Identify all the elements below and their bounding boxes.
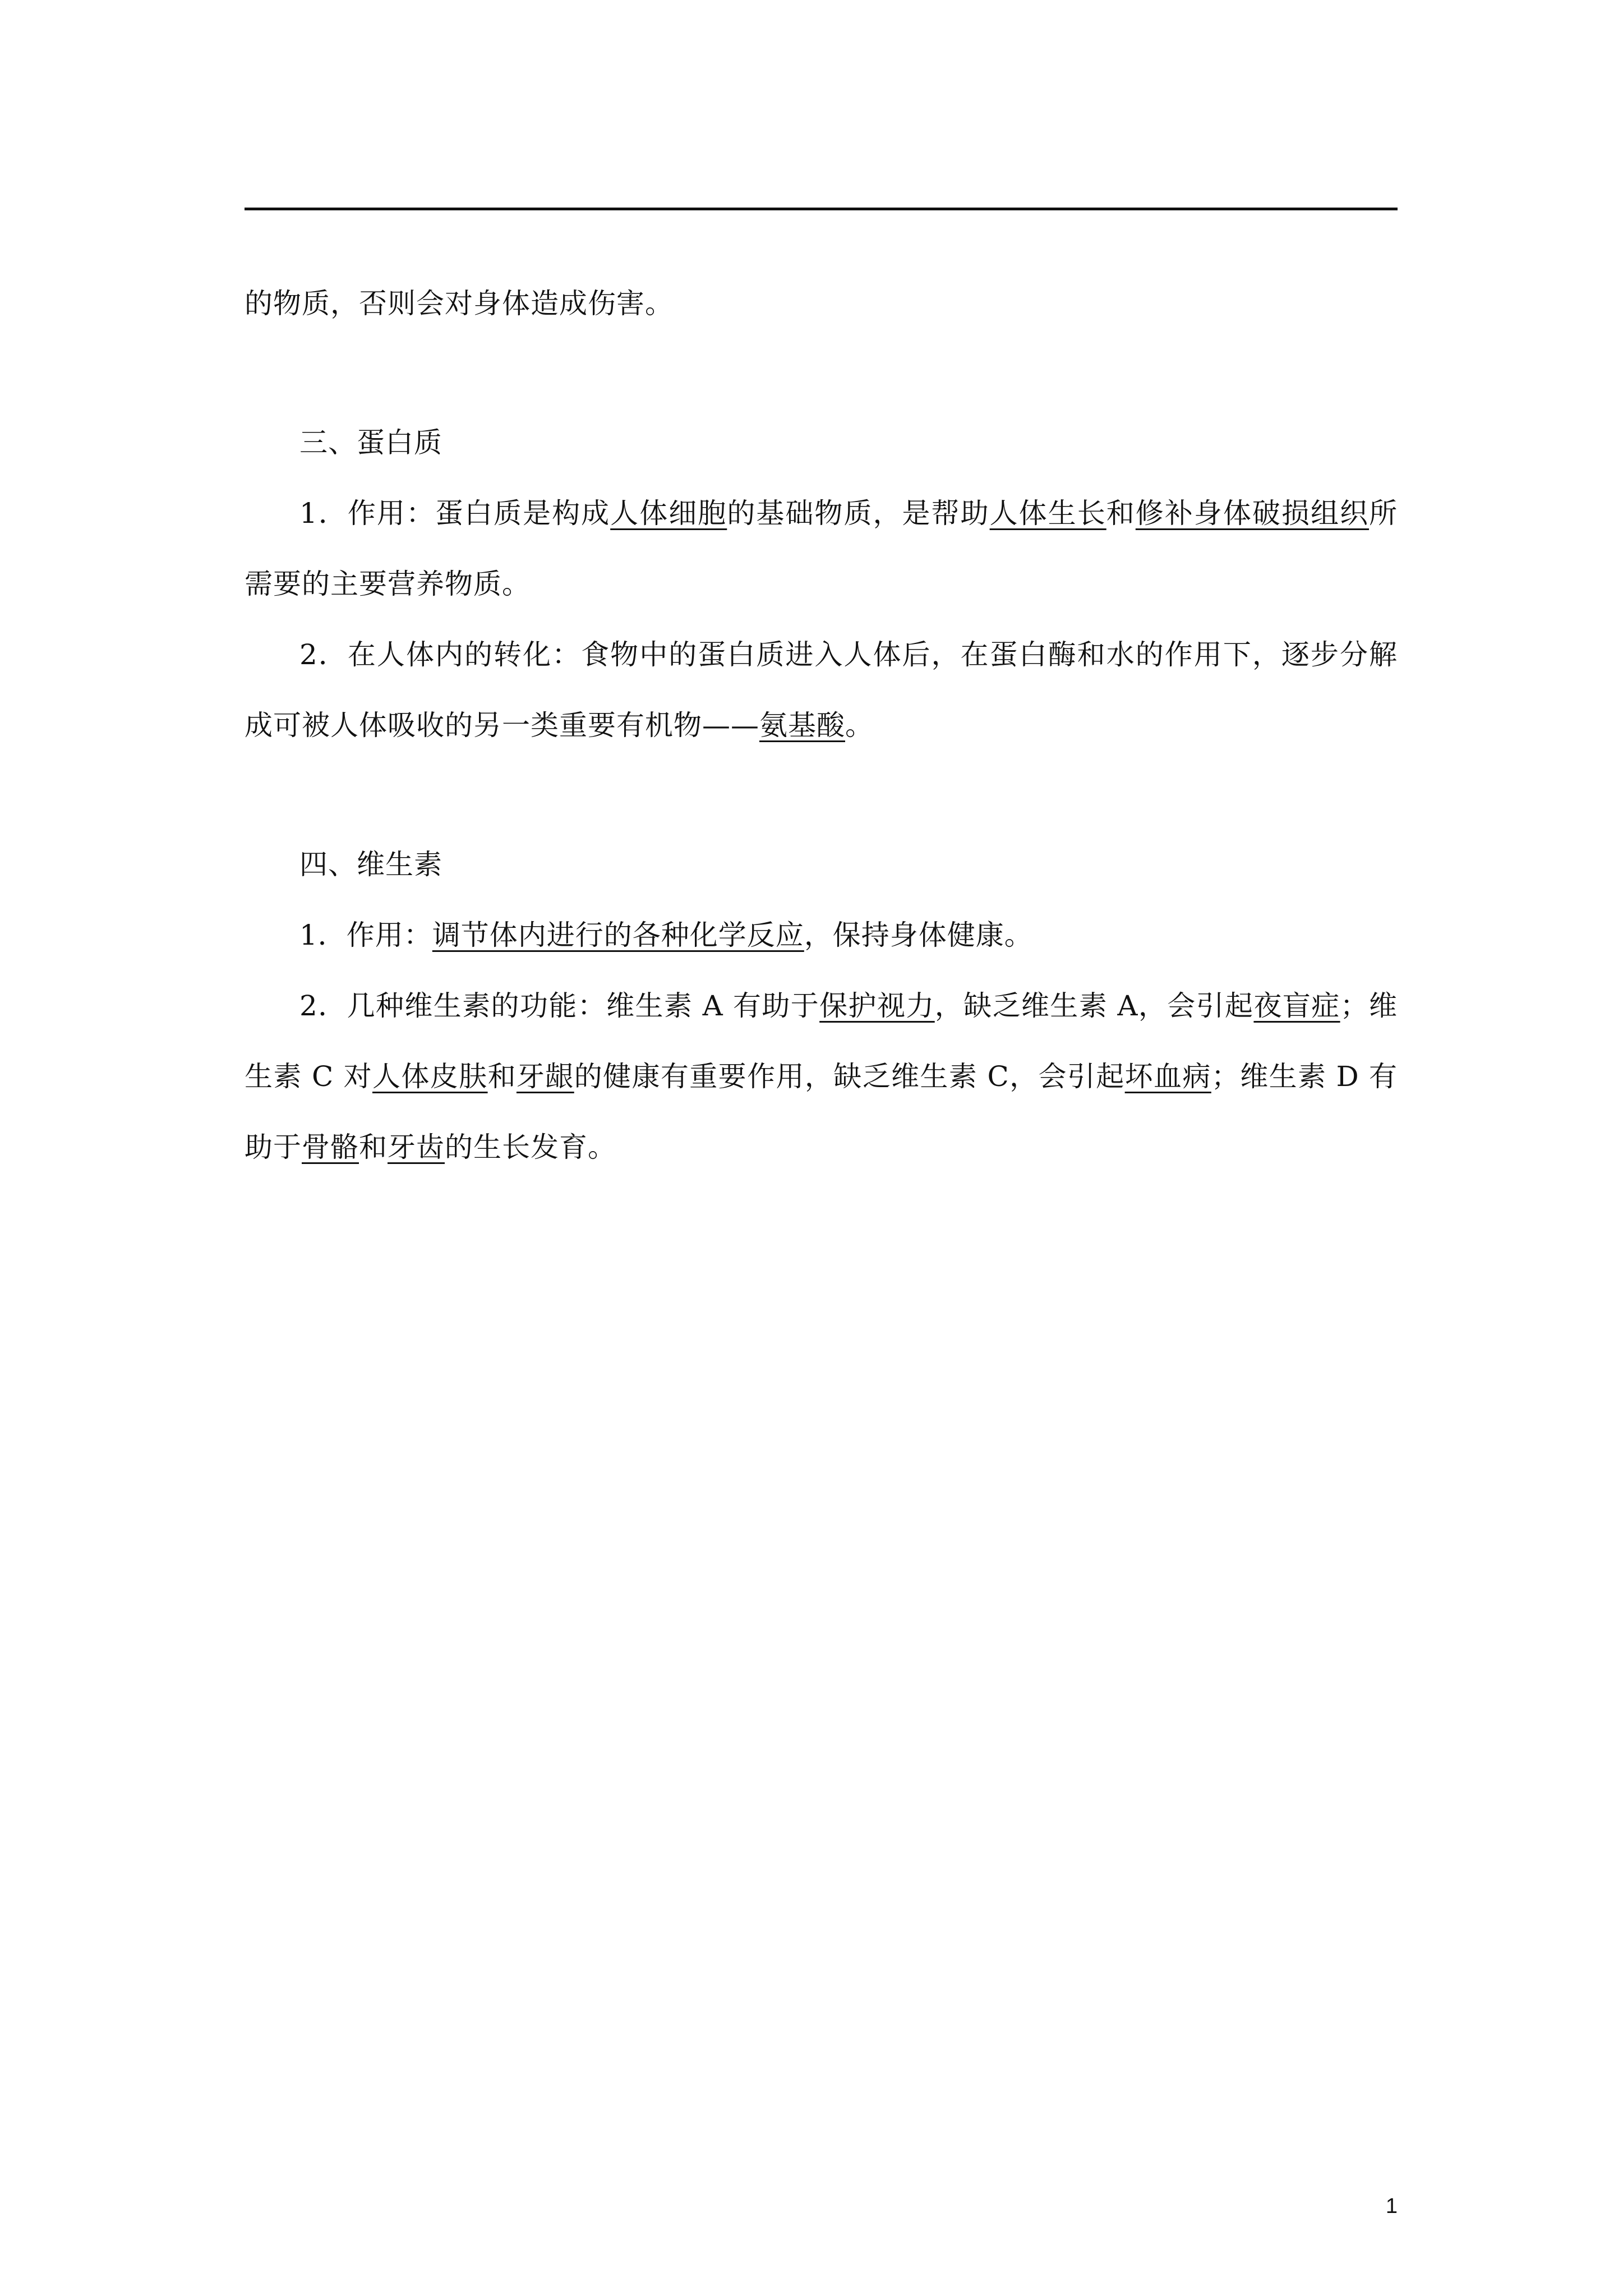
vitamin-p2-t6: ；维生素 D 有助于 xyxy=(245,1060,1398,1163)
intro-text: 的物质，否则会对身体造成伤害。 xyxy=(245,287,674,320)
vitamin-p2-t1: 2．几种维生素的功能：维生素 A 有助于 xyxy=(299,990,820,1022)
answer-bones: 骨骼 xyxy=(302,1131,359,1163)
answer-night-blindness: 夜盲症 xyxy=(1253,990,1340,1022)
section-heading-vitamin xyxy=(245,829,1398,900)
vitamin-p2-t2: ，缺乏维生素 A，会引起 xyxy=(934,990,1254,1022)
answer-scurvy: 坏血病 xyxy=(1124,1060,1211,1093)
answer-protect-vision: 保护视力 xyxy=(819,990,935,1022)
vitamin-p2-t7: 和 xyxy=(359,1131,388,1163)
intro-line xyxy=(245,268,1398,339)
header-rule xyxy=(245,208,1398,210)
protein-p2-suffix: 。 xyxy=(845,709,874,742)
answer-regulate-reactions: 调节体内进行的各种化学反应 xyxy=(432,919,804,951)
vitamin-types-paragraph xyxy=(245,970,1398,1182)
protein-function-paragraph xyxy=(245,478,1398,619)
vitamin-p2-t8: 的生长发育。 xyxy=(445,1131,616,1163)
answer-human-skin: 人体皮肤 xyxy=(372,1060,488,1093)
protein-p1-prefix: 1．作用：蛋白质是构成 xyxy=(299,497,611,530)
vitamin-p2-t3: ；维生素 C 对 xyxy=(245,990,1398,1093)
vitamin-p1-suffix: ，保持身体健康。 xyxy=(804,919,1033,951)
protein-p1-suffix: 所需要的主要营养物质。 xyxy=(245,497,1398,600)
protein-p2-prefix: 2．在人体内的转化：食物中的蛋白质进入人体后，在蛋白酶和水的作用下，逐步分解成可被人体吸收的另一类重要有机物—— xyxy=(245,638,1398,742)
protein-p1-mid1: 的基础物质，是帮助 xyxy=(727,497,990,530)
document-body xyxy=(245,268,1398,1182)
protein-p1-mid2: 和 xyxy=(1106,497,1136,530)
vitamin-p1-prefix: 1．作用： xyxy=(299,919,432,951)
section-heading-protein xyxy=(245,407,1398,478)
answer-teeth: 牙齿 xyxy=(388,1131,445,1163)
protein-conversion-paragraph xyxy=(245,619,1398,761)
answer-human-cells: 人体细胞 xyxy=(610,497,727,530)
vitamin-p2-t4: 和 xyxy=(487,1060,517,1093)
answer-amino-acids: 氨基酸 xyxy=(759,709,845,742)
vitamin-function-paragraph xyxy=(245,900,1398,970)
vitamin-p2-t5: 的健康有重要作用，缺乏维生素 C，会引起 xyxy=(574,1060,1125,1093)
answer-human-growth: 人体生长 xyxy=(989,497,1106,530)
page-number: 1 xyxy=(1385,2194,1398,2218)
answer-gums: 牙龈 xyxy=(516,1060,574,1093)
protein-heading-text: 三、蛋白质 xyxy=(299,426,442,459)
vitamin-heading-text: 四、维生素 xyxy=(299,848,442,881)
answer-repair-tissue: 修补身体破损组织 xyxy=(1135,497,1370,530)
